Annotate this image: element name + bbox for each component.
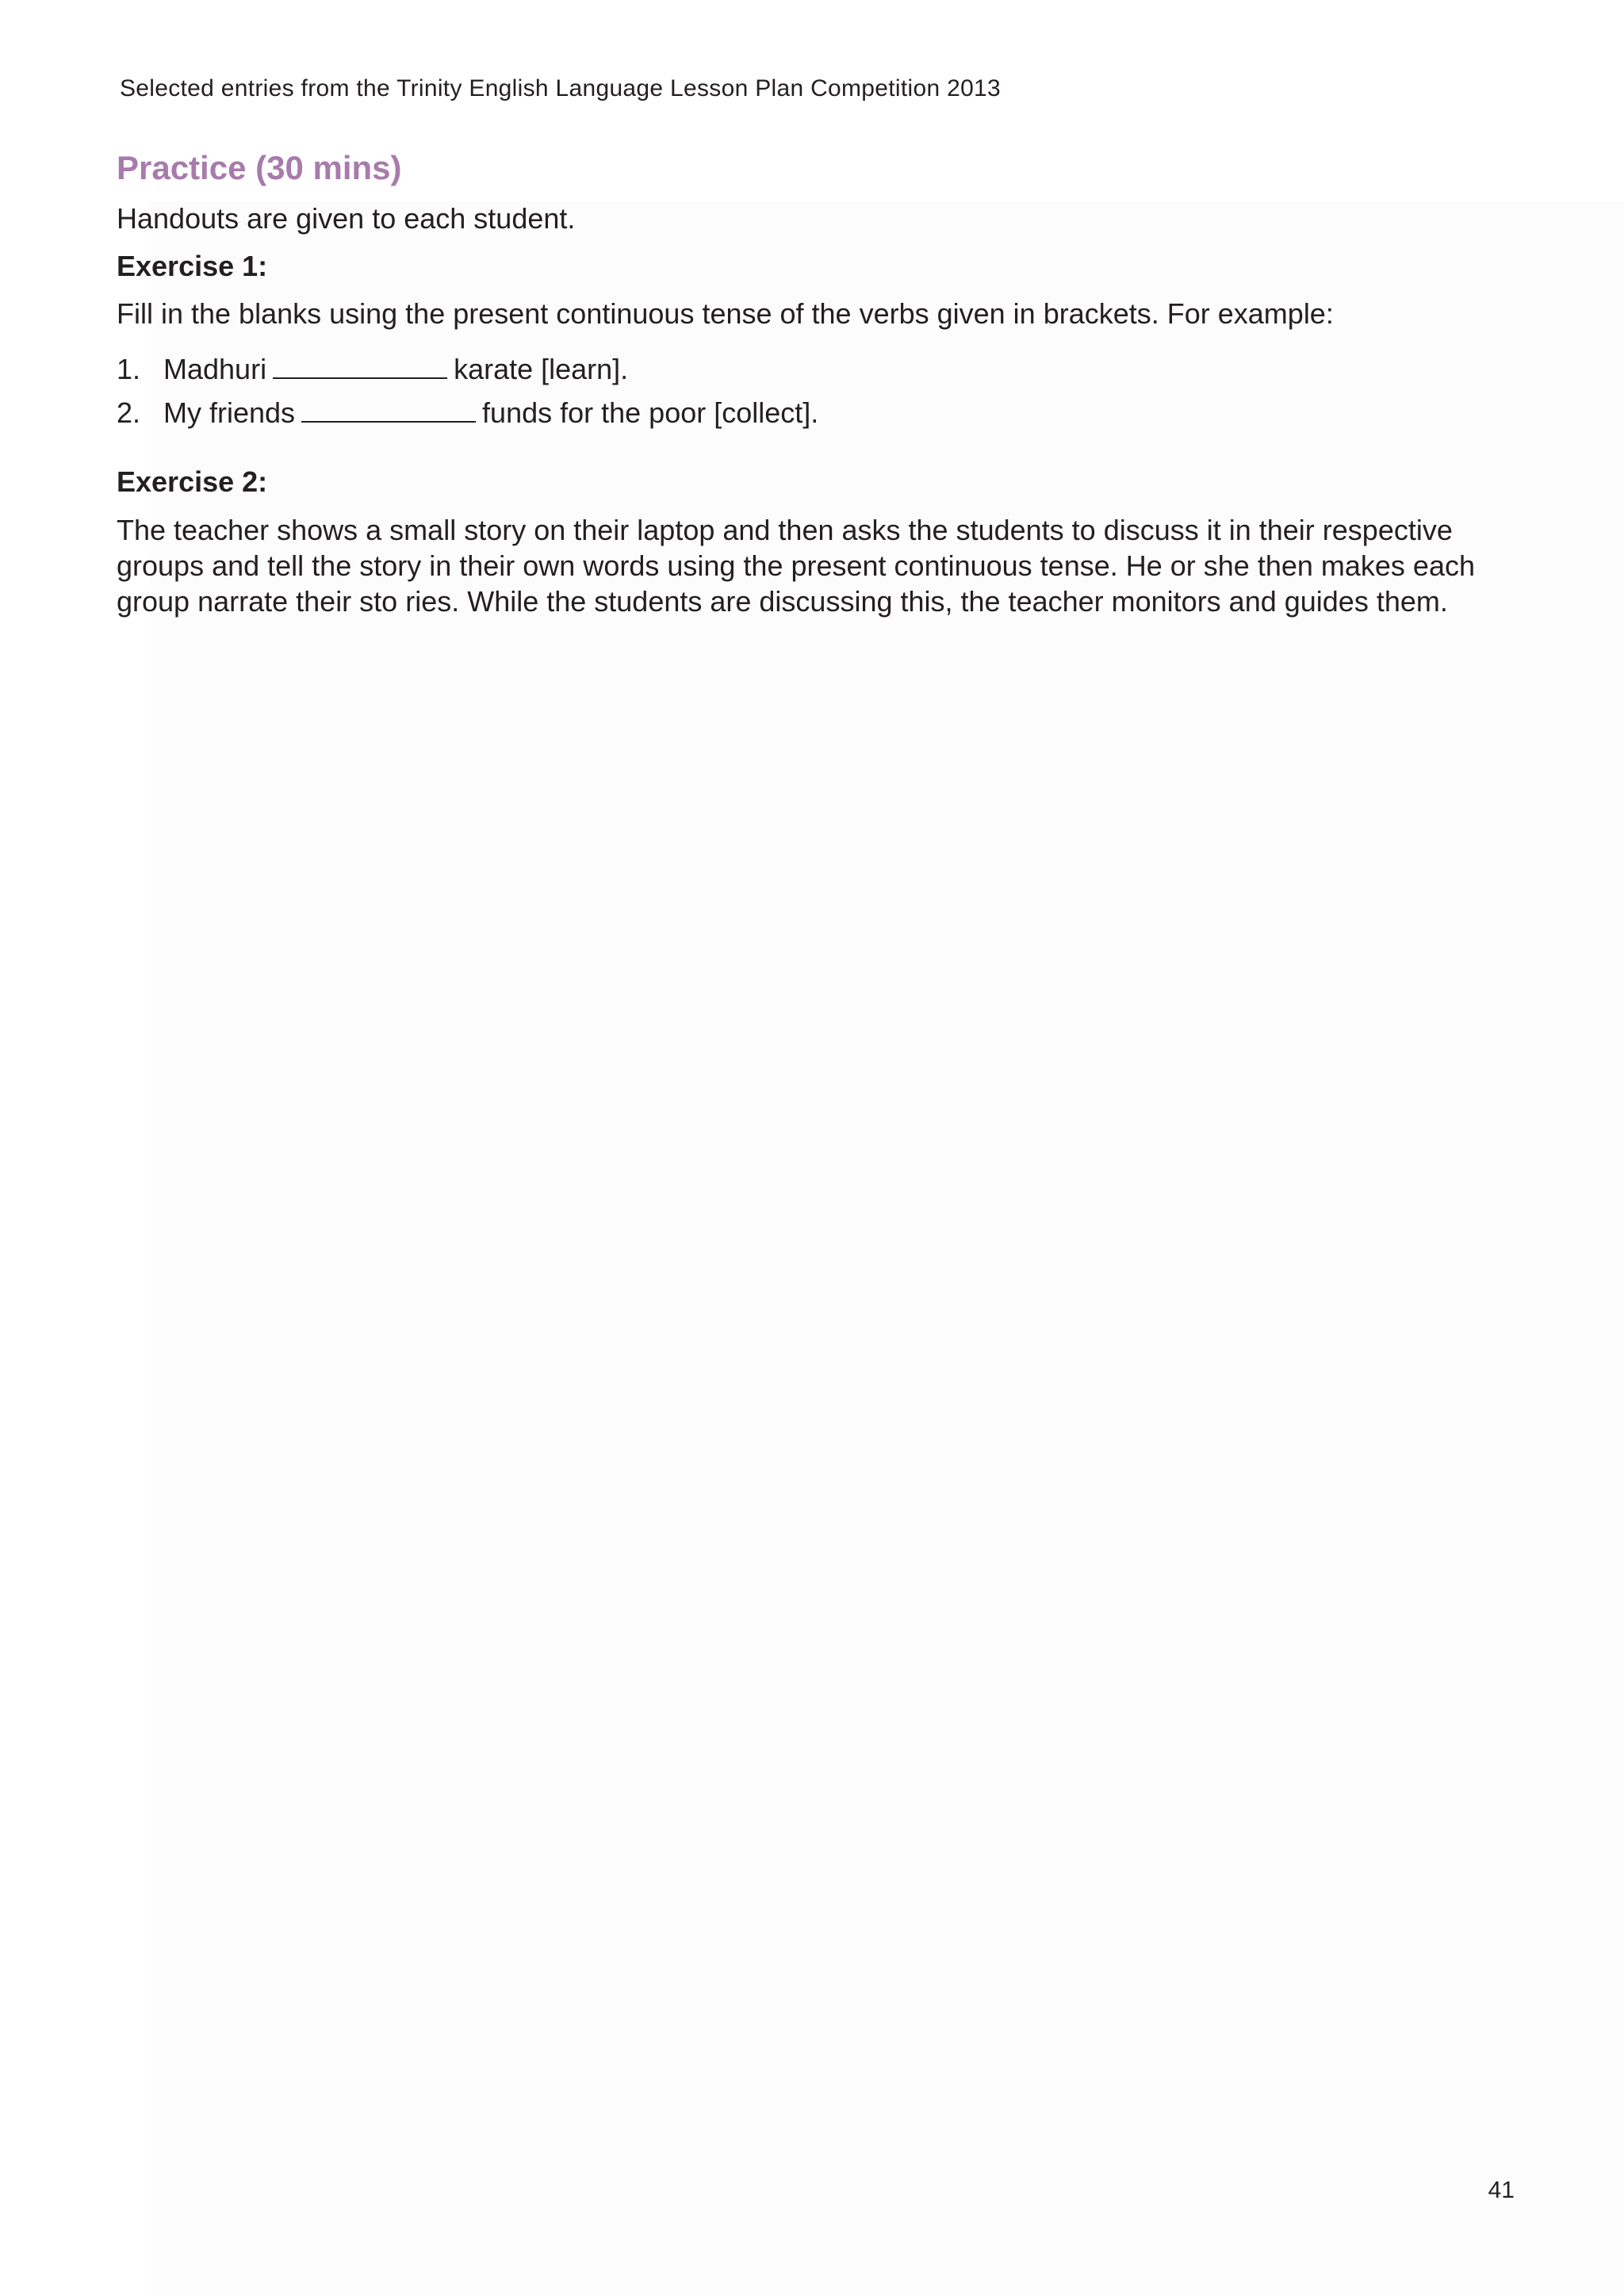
fill-in-blank xyxy=(301,397,476,423)
section-intro: Handouts are given to each student. xyxy=(117,202,576,235)
list-item-text-after: karate [learn]. xyxy=(454,353,629,385)
list-item-text-before: Madhuri xyxy=(163,353,267,385)
page-content xyxy=(117,143,1512,619)
fill-in-blank xyxy=(273,354,447,379)
list-item-number: 1. xyxy=(117,353,141,385)
running-header: Selected entries from the Trinity English Language Lesson Plan Competition 2013 xyxy=(120,75,1002,101)
list-item-text-before: My friends xyxy=(163,396,296,429)
list-item-number: 2. xyxy=(117,396,141,429)
list-item-text-after: funds for the poor [collect]. xyxy=(482,396,819,429)
section-heading: Practice (30 mins) xyxy=(117,149,402,186)
exercise-2-heading: Exercise 2: xyxy=(117,465,268,498)
list-item xyxy=(117,352,1512,387)
exercise-2-body: The teacher shows a small story on their laptop and then asks the students to discuss it in their respective groups and tell the story in their own words using the present continuous tense. He or she then makes each group narrate their sto ries. While the students are discussing this, the teacher monitors and guides them. xyxy=(117,514,1475,618)
list-item xyxy=(117,396,1512,430)
exercise-1-list xyxy=(117,352,1512,430)
exercise-1-instruction: Fill in the blanks using the present continuous tense of the verbs given in brackets. For example: xyxy=(117,297,1334,330)
page-number: 41 xyxy=(1488,2177,1515,2203)
exercise-1-heading: Exercise 1: xyxy=(117,250,268,282)
